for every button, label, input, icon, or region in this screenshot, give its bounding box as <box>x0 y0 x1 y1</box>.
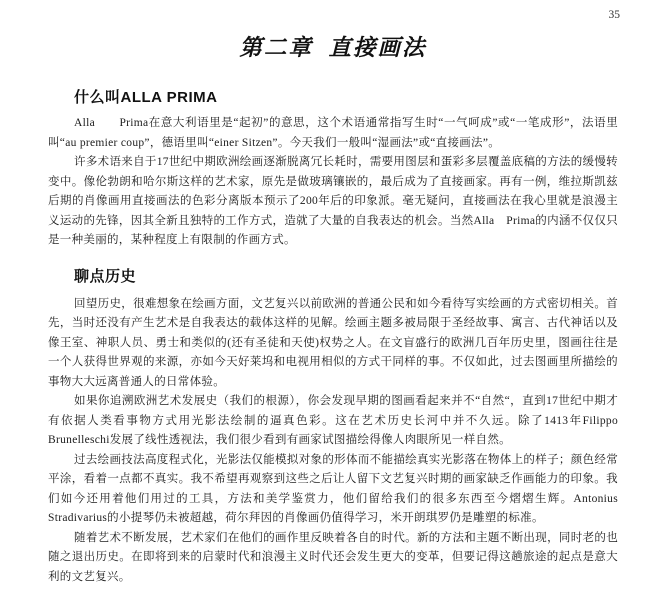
page-number: 35 <box>608 9 620 21</box>
section-history <box>48 265 630 588</box>
paragraph-alla-prima-origin: 许多术语来自于17世纪中期欧洲绘画逐渐脱离冗长耗时，需要用图层和蛋彩多层覆盖底稿的方法的缓慢转变中。像伦勃朗和哈尔斯这样的艺术家，原先是做玻璃镶嵌的，最后成为了直接画家。再有一例，维拉斯凯兹后期的肖像画用直接画法的色彩分离版本预示了200年后的印象派。毫无疑问，直接画法在我心里就是浪漫主义运动的先锋，因其全新且独特的工作方式，造就了大量的自我表达的机会。当然Alla Prima的内涵不仅仅只是一种美丽的，某种程度上有限制的作画方式。 <box>48 156 618 246</box>
section-heading-alla-prima: 什么叫ALLA PRIMA <box>74 89 218 106</box>
paragraph-alla-prima-definition: Alla Prima在意大利语里是“起初”的意思，这个术语通常指写生时“一气呵成”或“一笔成形”，法语里叫“au premier coup”，德语里叫“einer Sitzen”。今天我们一般叫“湿画法”或“直接画法”。 <box>48 117 618 149</box>
paragraph-history-overview: 回望历史，很难想象在绘画方面，文艺复兴以前欧洲的普通公民和如今看待写实绘画的方式密切相关。首先，当时还没有产生艺术是自我表达的载体这样的见解。绘画主题多被局限于圣经故事、寓言、古代神话以及像王室、神职人员、勇士和类似的(还有圣徒和天使)权势之人。在文盲盛行的欧洲几百年历史里，图画往往是一个人获得世界观的来源，亦如今天好莱坞和电视用相似的方式干同样的事。不仅如此，过去图画里所描绘的事物大大远离普通人的日常体验。 <box>48 297 618 388</box>
paragraph-history-technique: 过去绘画技法高度程式化，光影法仅能模拟对象的形体而不能描绘真实光影落在物体上的样子；颜色经常平涂，看着一点都不真实。我不希望再观察到这些之后让人留下文艺复兴时期的画家缺乏作画能力的印象。我们如今还用着他们用过的工具，方法和美学鉴赏力，他们留给我们的很多东西至今熠熠生辉。Antonius Stradivarius的小提琴仍未被超越，荷尔拜因的肖像画仍值得学习，米开朗琪罗仍是雕塑的标准。 <box>48 453 618 524</box>
paragraph-history-evolution: 随着艺术不断发展，艺术家们在他们的画作里反映着各自的时代。新的方法和主题不断出现，同时老的也随之退出历史。在即将到来的启蒙时代和浪漫主义时代还会发生更大的变革，但要记得这趟旅途的起点是意大利的文艺复兴。 <box>48 531 618 583</box>
section-alla-prima <box>48 86 618 251</box>
chapter-title: 第二章 直接画法 <box>239 35 427 60</box>
paragraph-history-perspective: 如果你追溯欧洲艺术发展史（我们的根源），你会发现早期的图画看起来并不“自然“，直到17世纪中期才有依据人类看事物方式用光影法绘制的逼真色彩。这在艺术历史长河中并不久远。除了1413年Filippo Brunelleschi发展了线性透视法，我们很少看到有画家试图描绘得像人肉眼所见一样自然。 <box>48 395 630 446</box>
section-heading-history: 聊点历史 <box>74 267 137 285</box>
